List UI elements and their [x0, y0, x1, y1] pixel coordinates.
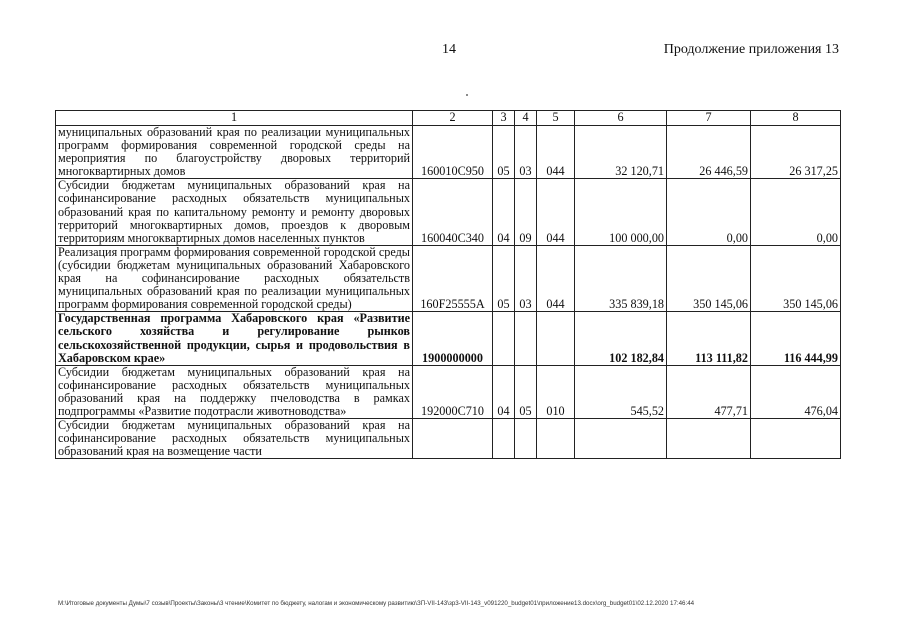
column-header: 5	[537, 111, 575, 126]
table-header-row	[56, 111, 841, 126]
budget-code: 160010C950	[413, 126, 493, 179]
value-year-1: 545,52	[575, 365, 667, 418]
budget-code: 160040C340	[413, 179, 493, 245]
value-year-1: 102 182,84	[575, 312, 667, 365]
table-row	[56, 365, 841, 418]
value-year-3: 116 444,99	[751, 312, 841, 365]
value-year-3	[751, 419, 841, 459]
section-code	[493, 312, 515, 365]
row-description: Субсидии бюджетам муниципальных образований края на софинансирование расходных обязательств муниципальных образований края на поддержку пчеловодства в рамках подпрограммы «Развитие подотрасли животноводства»	[56, 365, 413, 418]
section-code: 05	[493, 126, 515, 179]
value-year-2: 477,71	[667, 365, 751, 418]
expense-type-code	[537, 312, 575, 365]
continuation-label: Продолжение приложения 13	[663, 42, 839, 57]
value-year-1: 335 839,18	[575, 245, 667, 311]
subsection-code: 03	[515, 126, 537, 179]
value-year-2	[667, 419, 751, 459]
table-row	[56, 179, 841, 245]
value-year-2: 26 446,59	[667, 126, 751, 179]
section-code: 04	[493, 179, 515, 245]
section-code	[493, 419, 515, 459]
subsection-code: 03	[515, 245, 537, 311]
subsection-code	[515, 419, 537, 459]
budget-code: 160F25555A	[413, 245, 493, 311]
row-description: Реализация программ формирования современной городской среды (субсидии бюджетам муниципальных образований Хабаровского края на софинансирование расходных обязательств муниципальных образований края по реализации муниципальных программ формирования современной городской среды)	[56, 245, 413, 311]
row-description: Субсидии бюджетам муниципальных образований края на софинансирование расходных обязательств муниципальных образований края по капитальному ремонту и ремонту дворовых территорий многоквартирных домов, проездов к дворовым территориям многоквартирных домов населенных пунктов	[56, 179, 413, 245]
row-description: Государственная программа Хабаровского края «Развитие сельского хозяйства и регулирование рынков сельскохозяйственной продукции, сырья и продовольствия в Хабаровском крае»	[56, 312, 413, 365]
column-header: 3	[493, 111, 515, 126]
table-row	[56, 312, 841, 365]
value-year-1	[575, 419, 667, 459]
budget-code: 192000C710	[413, 365, 493, 418]
value-year-3: 26 317,25	[751, 126, 841, 179]
column-header: 6	[575, 111, 667, 126]
value-year-3: 476,04	[751, 365, 841, 418]
subsection-code	[515, 312, 537, 365]
subsection-code: 09	[515, 179, 537, 245]
subsection-code: 05	[515, 365, 537, 418]
table-row	[56, 126, 841, 179]
budget-code: 1900000000	[413, 312, 493, 365]
table-row	[56, 419, 841, 459]
column-header: 2	[413, 111, 493, 126]
column-header: 1	[56, 111, 413, 126]
expense-type-code: 044	[537, 126, 575, 179]
budget-code	[413, 419, 493, 459]
column-header: 8	[751, 111, 841, 126]
expense-type-code: 044	[537, 179, 575, 245]
row-description: муниципальных образований края по реализации муниципальных программ формирования современной городской среды на мероприятия по благоустройству дворовых территорий многоквартирных домов	[56, 126, 413, 179]
value-year-1: 32 120,71	[575, 126, 667, 179]
value-year-2: 113 111,82	[667, 312, 751, 365]
value-year-1: 100 000,00	[575, 179, 667, 245]
budget-table	[55, 110, 841, 459]
value-year-3: 0,00	[751, 179, 841, 245]
expense-type-code	[537, 419, 575, 459]
column-header: 4	[515, 111, 537, 126]
value-year-3: 350 145,06	[751, 245, 841, 311]
document-path-footer: M:\Итоговые документы Думы\7 созыв\Проекты\Законы\3 чтение\Комитет по бюджету, налогам и экономическому развитию\ЗП-VII-143\зр3-VII-143_v091220_budget01\приложение13.docx\org_budget01\02.12.2020 17:46:44	[58, 600, 695, 607]
value-year-2: 350 145,06	[667, 245, 751, 311]
value-year-2: 0,00	[667, 179, 751, 245]
scan-speck	[466, 94, 468, 96]
table-row	[56, 245, 841, 311]
row-description: Субсидии бюджетам муниципальных образований края на софинансирование расходных обязательств муниципальных образований края на возмещение части	[56, 419, 413, 459]
expense-type-code: 010	[537, 365, 575, 418]
column-header: 7	[667, 111, 751, 126]
page-number: 14	[442, 42, 456, 57]
section-code: 04	[493, 365, 515, 418]
section-code: 05	[493, 245, 515, 311]
expense-type-code: 044	[537, 245, 575, 311]
